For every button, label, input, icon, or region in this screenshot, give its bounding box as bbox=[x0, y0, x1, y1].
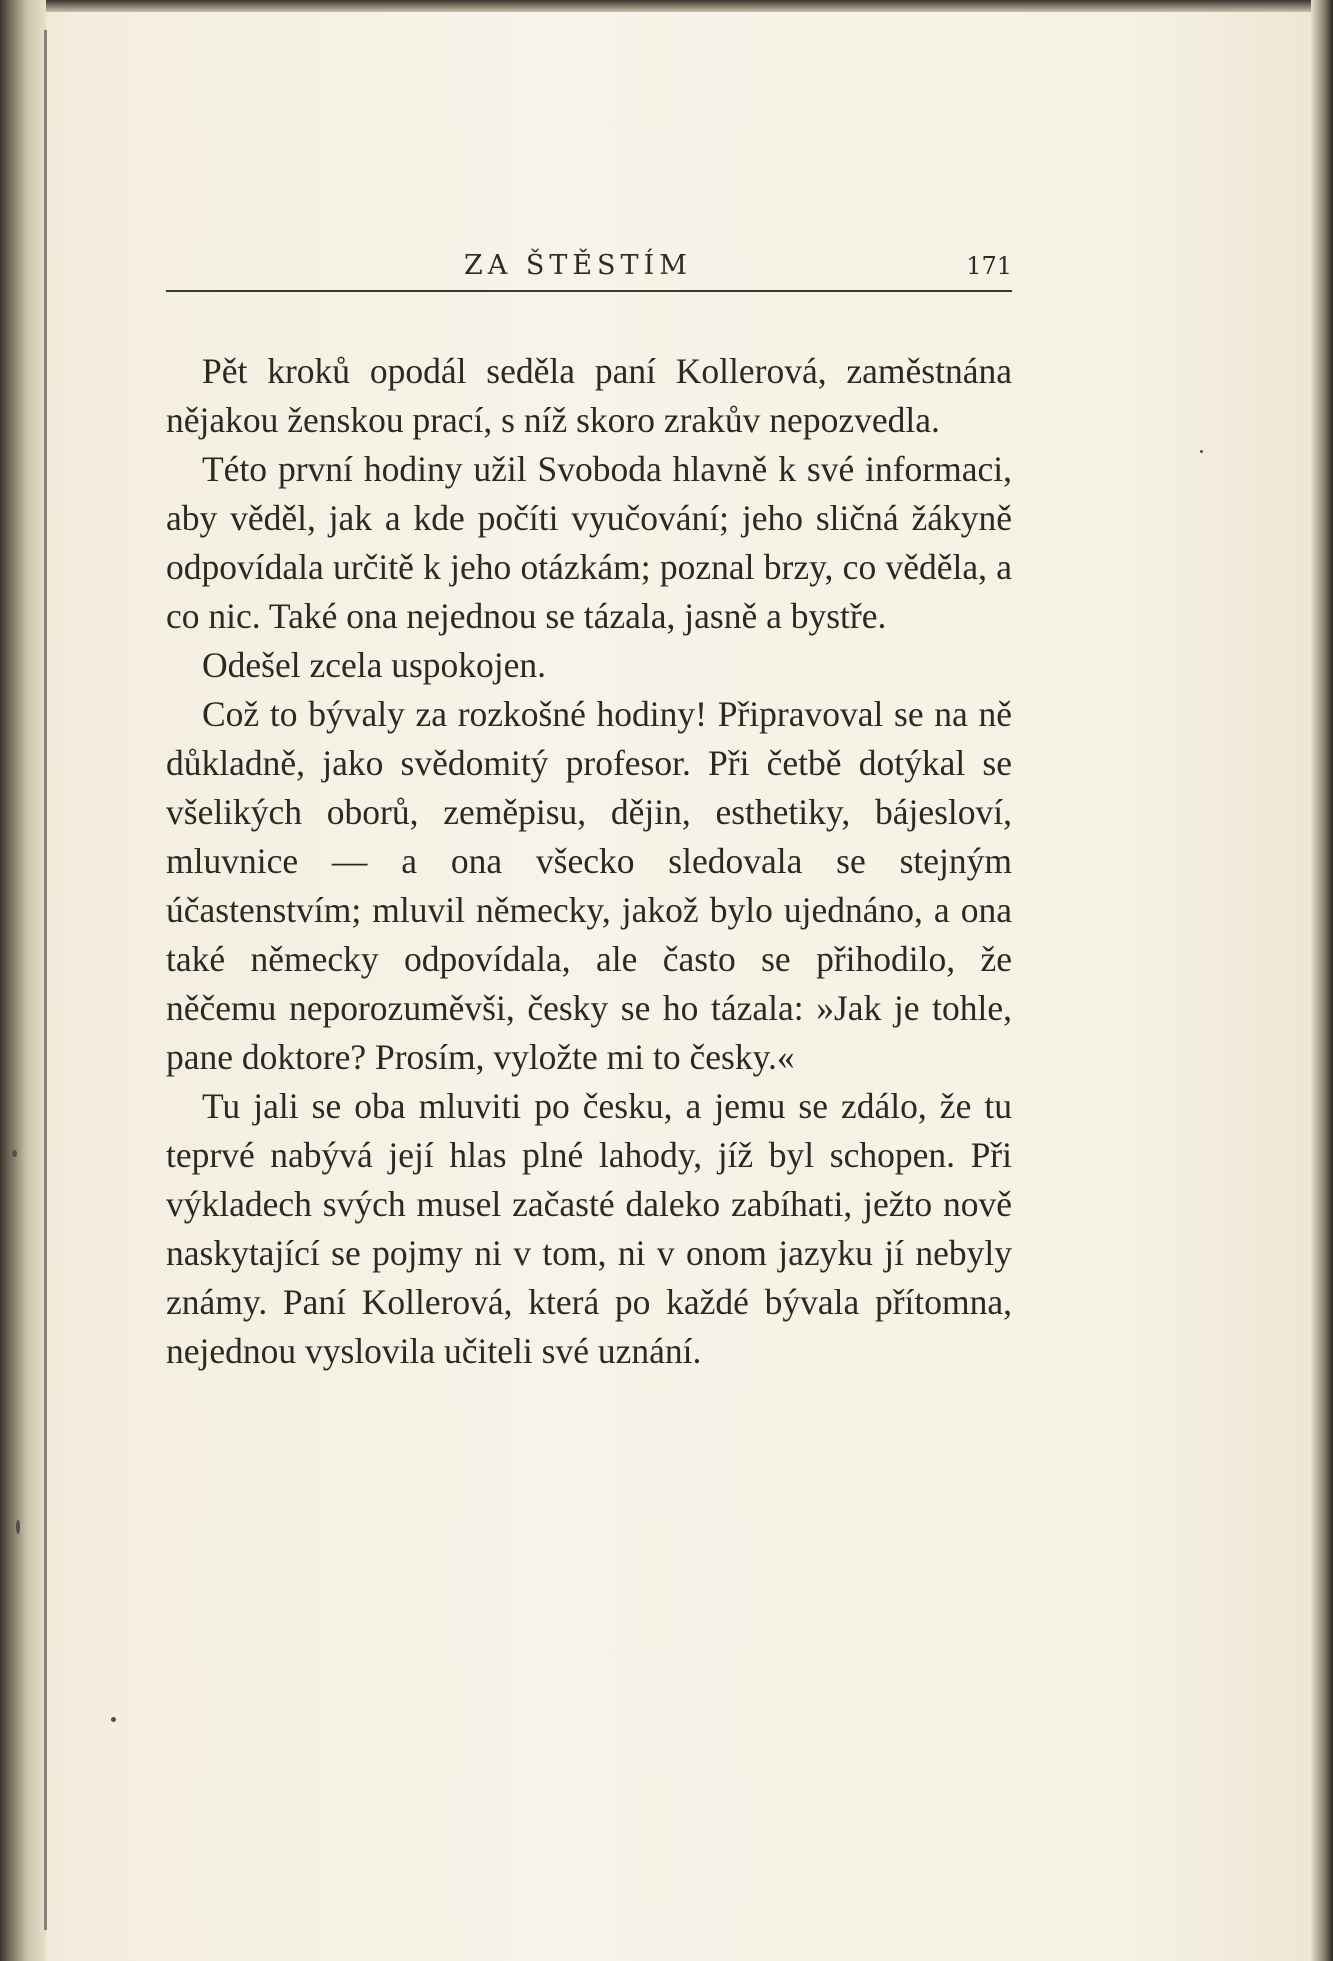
binding-line bbox=[44, 30, 47, 1930]
paragraph-3: Odešel zcela uspokojen. bbox=[202, 645, 547, 685]
body-text bbox=[166, 347, 1012, 1376]
paragraph-1: Pět kroků opodál seděla paní Kollerová, zaměstnána nějakou ženskou prací, s níž skoro zrakův nepozvedla. bbox=[166, 351, 1012, 440]
paper-speck bbox=[111, 1717, 116, 1722]
page-right-edge bbox=[1311, 0, 1333, 1961]
paragraph-2: Této první hodiny užil Svoboda hlavně k své informaci, aby věděl, jak a kde počíti vyučování; jeho sličná žákyně odpovídala určitě k jeho otázkám; poznal brzy, co věděla, a co nic. Také ona nejednou se tázala, jasně a bystře. bbox=[166, 449, 1012, 636]
paper-speck bbox=[1200, 450, 1203, 453]
book-spine-shadow bbox=[0, 0, 46, 1961]
running-header bbox=[166, 250, 1012, 292]
paragraph-5: Tu jali se oba mluviti po česku, a jemu se zdálo, že tu teprvé nabývá její hlas plné lahody, jíž byl schopen. Při výkladech svých musel začasté daleko zabíhati, ježto nově naskytající se pojmy ni v tom, ni v onom jazyku jí nebyly známy. Paní Kollerová, která po každé bývala přítomna, nejednou vyslovila učiteli své uznání. bbox=[166, 1086, 1012, 1371]
page-top-edge bbox=[0, 0, 1333, 12]
paragraph-4: Což to bývaly za rozkošné hodiny! Připravoval se na ně důkladně, jako svědomitý profesor. Při četbě dotýkal se všelikých oborů, zeměpisu, dějin, esthetiky, bájesloví, mluvnice — a ona všecko sledovala se stejným účastenstvím; mluvil německy, jakož bylo ujednáno, a ona také německy odpovídala, ale často se přihodilo, že něčemu neporozuměvši, česky se ho tázala: »Jak je tohle, pane doktore? Prosím, vyložte mi to česky.« bbox=[166, 694, 1012, 1077]
running-title: ZA ŠTĚSTÍM bbox=[464, 250, 692, 281]
paper-speck bbox=[12, 1150, 17, 1157]
page-number: 171 bbox=[966, 252, 1012, 280]
paper-speck bbox=[16, 1520, 20, 1534]
